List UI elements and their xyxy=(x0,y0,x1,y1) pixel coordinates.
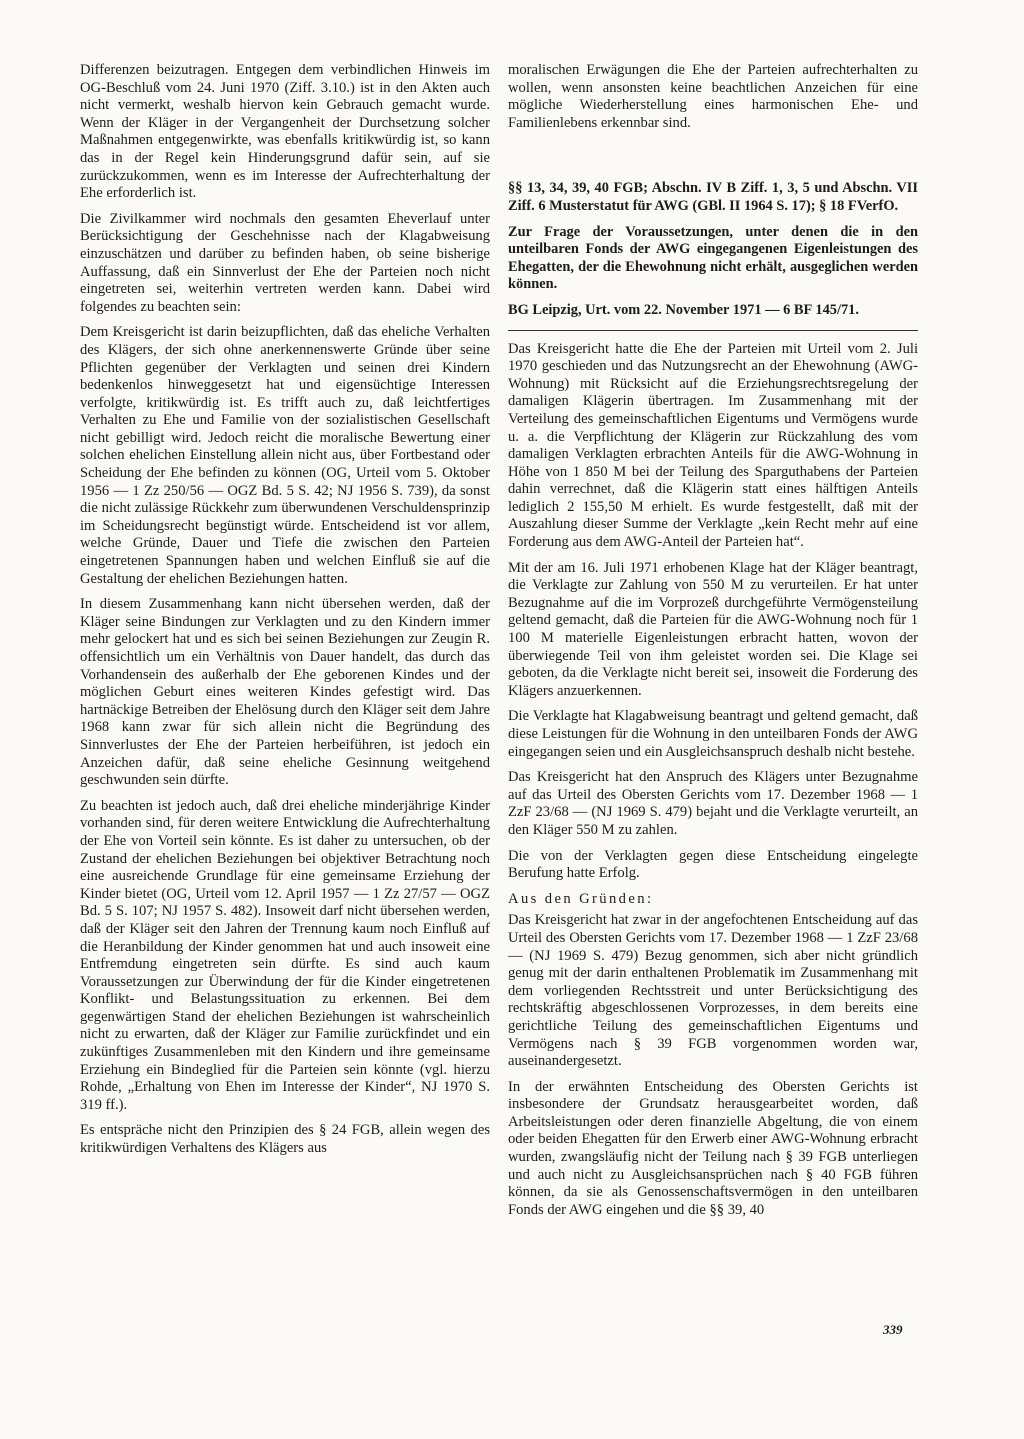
headnote-citation: §§ 13, 34, 39, 40 FGB; Abschn. IV B Ziff. 1, 3, 5 und Abschn. VII Ziff. 6 Musterstatut für AWG (GBl. II 1964 S. 17); § 18 FVerfO. xyxy=(508,180,918,214)
page-number: 339 xyxy=(883,1322,903,1337)
paragraph: In der erwähnten Entscheidung des Obersten Gerichts ist insbesondere der Grundsatz herausgearbeitet worden, daß Arbeitsleistungen oder deren finanzielle Abgeltung, die von einem oder beiden Ehegatten für den Erwerb einer AWG-Wohnung erbracht wurden, zwangsläufig nicht der Teilung nach § 39 FGB unterliegen und auch nicht zu Ausgleichsansprüchen nach § 40 FGB führen können, da sie als Genossenschaftsvermögen in den unteilbaren Fonds der AWG eingehen und die §§ 39, 40 xyxy=(508,1078,918,1218)
paragraph: Es entspräche nicht den Prinzipien des § 24 FGB, allein wegen des kritikwürdigen Verhaltens des Klägers aus xyxy=(80,1122,490,1157)
paragraph: Differenzen beizutragen. Entgegen dem verbindlichen Hinweis im OG-Beschluß vom 24. Juni 1970 (Ziff. 3.10.) ist in den Akten auch nicht vermerkt, weshalb hiervon kein Gebrauch gemacht wurde. Wenn der Kläger in der Vergangenheit der Durchsetzung solcher Maßnahmen entgegenwirkte, was ebenfalls kritikwürdig ist, so kann das in der Regel kein Hinderungsgrund dafür sein, auf sie zurückzukommen, wenn es im Interesse der Aufrechterhaltung der Ehe erforderlich ist. xyxy=(80,62,490,202)
paragraph: In diesem Zusammenhang kann nicht übersehen werden, daß der Kläger seine Bindungen zur Verklagten und zu den Kindern immer mehr gelockert hat und es sich bei seinen Beziehungen zur Zeugin R. offensichtlich um ein Verhältnis von Dauer handelt, das durch das Vorhandensein des außerhalb der Ehe geborenen Kindes und der möglichen Geburt eines weiteren Kindes gefestigt wird. Das hartnäckige Betreiben der Ehelösung durch den Kläger seit dem Jahre 1968 kann zwar für sich allein nicht die Begründung des Sinnverlustes der Ehe der Parteien herbeiführen, ist jedoch ein Anzeichen dafür, daß seine eheliche Gesinnung weitgehend geschwunden sein dürfte. xyxy=(80,596,490,789)
paragraph: Das Kreisgericht hat den Anspruch des Klägers unter Bezugnahme auf das Urteil des Obersten Gerichts vom 17. Dezember 1968 — 1 ZzF 23/68 — (NJ 1969 S. 479) bejaht und die Verklagte verurteilt, an den Kläger 550 M zu zahlen. xyxy=(508,769,918,838)
paragraph: Die Zivilkammer wird nochmals den gesamten Eheverlauf unter Berücksichtigung der Geschehnisse nach der Klagabweisung einzuschätzen und darüber zu befinden haben, ob seine bisherige Auffassung, daß ein Sinnverlust der Ehe der Parteien noch nicht eingetreten sei, weiterhin vertreten werden kann. Dabei wird folgendes zu beachten sein: xyxy=(80,210,490,315)
intro-paragraph: moralischen Erwägungen die Ehe der Parteien aufrechterhalten zu wollen, wenn ansonsten keine beachtlichen Anzeichen für eine mögliche Wiederherstellung eines harmonischen Ehe- und Familienlebens erkennbar sind. xyxy=(508,62,918,131)
court-reference: BG Leipzig, Urt. vom 22. November 1971 — 6 BF 145/71. xyxy=(508,301,859,318)
paragraph: Die von der Verklagten gegen diese Entscheidung eingelegte Berufung hatte Erfolg. xyxy=(508,847,918,882)
paragraph: Die Verklagte hat Klagabweisung beantragt und geltend gemacht, daß diese Leistungen für die Wohnung in den unteilbaren Fonds der AWG eingegangen seien und ein Ausgleichsanspruch deshalb nicht bestehe. xyxy=(508,708,918,760)
paragraph: Das Kreisgericht hatte die Ehe der Parteien mit Urteil vom 2. Juli 1970 geschieden und das Nutzungsrecht an der Ehewohnung (AWG-Wohnung) mit Rücksicht auf die Erziehungsrechtsregelung der damaligen Klägerin übertragen. Im Zusammenhang mit der Verteilung des gemeinschaftlichen Eigentums und Vermögens wurde u. a. die Verpflichtung der Klägerin zur Rückzahlung des vom damaligen Verklagten erbrachten Anteils für die AWG-Wohnung in Höhe von 1 850 M bei der Teilung des Sparguthabens der Parteien dahin verrechnet, daß die Klägerin statt eines hälftigen Anteils lediglich 2 155,50 M erhielt. Es wurde festgestellt, daß mit der Auszahlung dieser Summe der Verklagte „kein Recht mehr auf eine Forderung aus dem AWG-Anteil der Parteien hat“. xyxy=(508,340,918,551)
paragraph: Zu beachten ist jedoch auch, daß drei eheliche minderjährige Kinder vorhanden sind, für deren weitere Entwicklung die Aufrechterhaltung der Ehe von Vorteil sein könnte. Es ist daher zu untersuchen, ob der Zustand der ehelichen Beziehungen bei objektiver Betrachtung noch eine ausreichende Grundlage für eine gemeinsame Erziehung der Kinder bietet (OG, Urteil vom 12. April 1957 — 1 Zz 27/57 — OGZ Bd. 5 S. 107; NJ 1957 S. 482). Insoweit darf nicht übersehen werden, daß der Kläger seit den Jahren der Trennung kaum noch Einfluß auf die Heranbildung der Kinder genommen hat und auch insoweit eine Entfremdung eingetreten sein dürfte. Es sind auch kaum Voraussetzungen zur Überwindung der für die Kinder eingetretenen Konflikt- und Belastungssituation zu erkennen. Bei dem gegenwärtigen Stand der ehelichen Beziehungen ist wahrscheinlich nicht zu erwarten, daß der Kläger zur Familie zurückfindet und ein zukünftiges Zusammenleben mit den Kindern und ihre gemeinsame Erziehung ein Bindeglied für die Parteien sein könnte (vgl. hierzu Rohde, „Erhaltung von Ehen im Interesse der Kinder“, NJ 1970 S. 319 ff.). xyxy=(80,797,490,1113)
right-column xyxy=(508,62,918,1227)
headnote-question: Zur Frage der Voraussetzungen, unter denen die in den unteilbaren Fonds der AWG eingegangenen Eigenleistungen des Ehegatten, der die Ehewohnung nicht erhält, ausgeglichen werden können. xyxy=(508,223,918,293)
grounds-heading: Aus den Gründen: xyxy=(508,890,654,907)
paragraph: Das Kreisgericht hat zwar in der angefochtenen Entscheidung auf das Urteil des Obersten Gerichts vom 17. Dezember 1968 — 1 ZzF 23/68 — (NJ 1969 S. 479) Bezug genommen, sich aber nicht gründlich genug mit der darin enthaltenen Problematik im Zusammenhang mit dem vorliegenden Rechtsstreit und unter Berücksichtigung des rechtskräftig abgeschlossenen Vorprozesses, in dem bereits eine gerichtliche Teilung des gemeinschaftlichen Eigentums und Vermögens nach § 39 FGB vorgenommen worden war, auseinandergesetzt. xyxy=(508,912,918,1070)
section-divider xyxy=(508,330,918,331)
paragraph: Mit der am 16. Juli 1971 erhobenen Klage hat der Kläger beantragt, die Verklagte zur Zahlung von 550 M zu verurteilen. Er hat unter Bezugnahme auf die im Vorprozeß durchgeführte Vermögensteilung geltend gemacht, daß die Parteien für die AWG-Wohnung noch für 1 100 M materielle Eigenleistungen erbracht hatten, wovon der überwiegende Teil von ihm geleistet worden sei. Die Klage sei geboten, da die Verklagte nicht bereit sei, insoweit die Forderung des Klägers anzuerkennen. xyxy=(508,559,918,699)
paragraph: Dem Kreisgericht ist darin beizupflichten, daß das eheliche Verhalten des Klägers, der sich ohne anerkennenswerte Gründe über seine Pflichten gegenüber der Verklagten und seinen drei Kindern bedenkenlos hinweggesetzt hat und eigensüchtige Interessen verfolgte, kritikwürdig ist. Es trifft auch zu, daß leichtfertiges Verhalten zu Ehe und Familie von der sozialistischen Gesellschaft nicht gebilligt wird. Jedoch reicht die moralische Bewertung einer solchen ehelichen Einstellung allein nicht aus, über Fortbestand oder Scheidung der Ehe befinden zu können (OG, Urteil vom 5. Oktober 1956 — 1 Zz 250/56 — OGZ Bd. 5 S. 42; NJ 1956 S. 739), da sonst die nicht zulässige Rückkehr zum überwundenen Verschuldensprinzip im Scheidungsrecht begünstigt würde. Entscheidend ist vor allem, welche Gründe, Dauer und Tiefe die zwischen den Parteien eingetretenen Spannungen haben und welchen Einfluß sie auf die Gestaltung der ehelichen Beziehungen hatten. xyxy=(80,324,490,587)
left-column xyxy=(80,62,490,1166)
